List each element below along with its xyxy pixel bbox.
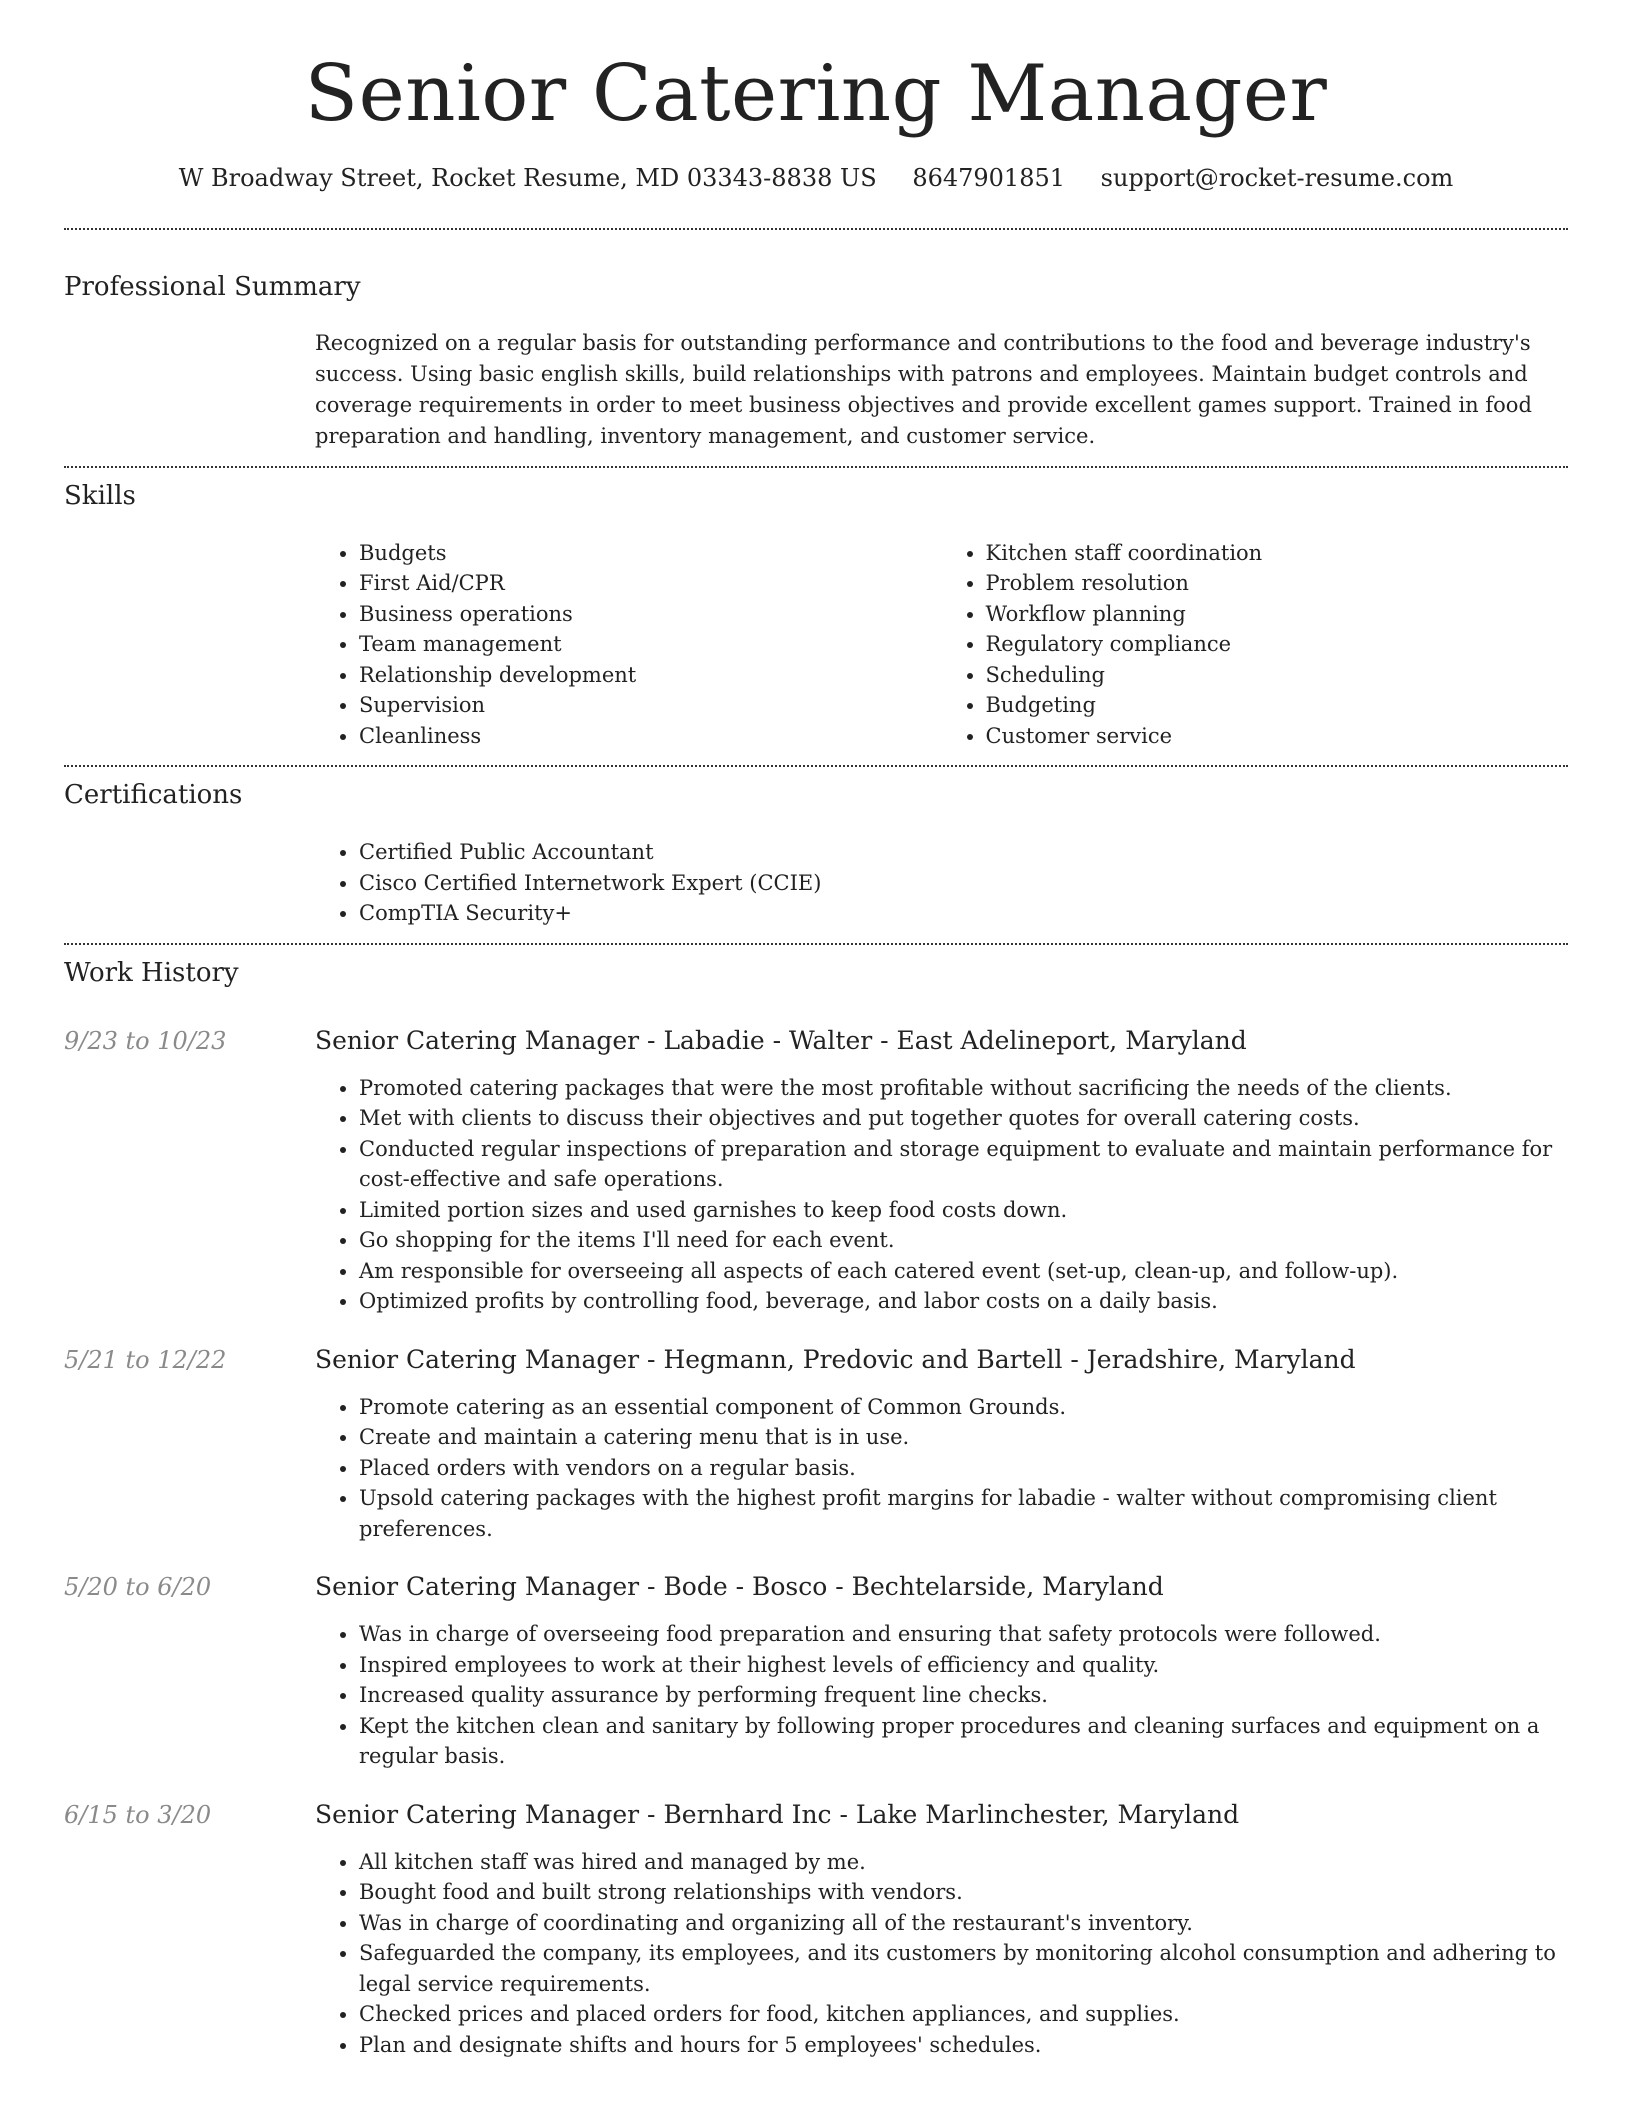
job-heading: Senior Catering Manager - Bode - Bosco - Bechtelarside, Maryland [315,1572,1164,1602]
work-history-heading: Work History [64,957,239,988]
divider [64,466,1568,468]
skill-item: • Workflow planning [986,599,1569,630]
job-dates: 9/23 to 10/23 [64,1026,227,1055]
divider [64,943,1568,945]
job-heading: Senior Catering Manager - Hegmann, Predovic and Bartell - Jeradshire, Maryland [315,1344,1356,1374]
contact-line [64,164,1568,192]
skill-item: • Budgeting [986,690,1569,721]
certifications-heading: Certifications [64,780,243,811]
skill-item: • Regulatory compliance [986,629,1569,660]
contact-phone: 8647901851 [912,163,1066,192]
skills-column-left [315,538,942,752]
job-entry [64,1572,1568,1772]
job-bullet: • Promoted catering packages that were the most profitable without sacrificing the needs of the clients. [359,1073,1568,1104]
skill-item: • Cleanliness [359,721,942,752]
job-bullet: • Create and maintain a catering menu that is in use. [359,1422,1568,1453]
summary-heading: Professional Summary [64,271,361,302]
resume-name: Senior Catering Manager [304,49,1328,139]
job-bullet: • Met with clients to discuss their objectives and put together quotes for overall catering costs. [359,1103,1568,1134]
job-bullet: • Was in charge of overseeing food preparation and ensuring that safety protocols were followed. [359,1619,1568,1650]
job-entry [64,1800,1568,2061]
job-bullet: • Safeguarded the company, its employees, and its customers by monitoring alcohol consumption and adhering to legal service requirements. [359,1938,1568,1999]
skill-item: • Scheduling [986,660,1569,691]
contact-email: support@rocket-resume.com [1100,163,1454,192]
job-dates: 5/21 to 12/22 [64,1345,227,1374]
skill-item: • Problem resolution [986,568,1569,599]
job-bullet: • Kept the kitchen clean and sanitary by following proper procedures and cleaning surfaces and equipment on a regular basis. [359,1711,1568,1772]
job-entry [64,1345,1568,1545]
certifications-list [315,837,1568,929]
job-bullets [315,1073,1568,1317]
contact-address: W Broadway Street, Rocket Resume, MD 03343-8838 US [178,163,877,192]
skill-item: • First Aid/CPR [359,568,942,599]
skill-item: • Business operations [359,599,942,630]
job-bullet: • Conducted regular inspections of preparation and storage equipment to evaluate and maintain performance for cost-effective and safe operations. [359,1134,1568,1195]
job-bullet: • Was in charge of coordinating and organizing all of the restaurant's inventory. [359,1908,1568,1939]
job-bullet: • Increased quality assurance by performing frequent line checks. [359,1680,1568,1711]
summary-text: Recognized on a regular basis for outstanding performance and contributions to the food and beverage industry's success. Using basic english skills, build relationships with patrons and employees. Maintain budget controls and coverage requirements in order to meet business objectives and provide excellent games support. Trained in food preparation and handling, inventory management, and customer service. [315,330,1532,448]
job-bullets [315,1847,1568,2061]
skill-item: • Supervision [359,690,942,721]
skills-list [315,538,1568,752]
skill-item: • Customer service [986,721,1569,752]
job-bullet: • Plan and designate shifts and hours for 5 employees' schedules. [359,2030,1568,2061]
job-bullet: • Inspired employees to work at their highest levels of efficiency and quality. [359,1650,1568,1681]
job-bullet: • Bought food and built strong relationships with vendors. [359,1877,1568,1908]
job-bullets [315,1619,1568,1772]
skill-item: • Budgets [359,538,942,569]
job-bullet: • Upsold catering packages with the highest profit margins for labadie - walter without compromising client preferences. [359,1483,1568,1544]
job-dates: 6/15 to 3/20 [64,1800,212,1829]
job-bullet: • All kitchen staff was hired and managed by me. [359,1847,1568,1878]
certification-item: • Certified Public Accountant [359,837,1568,868]
skill-item: • Relationship development [359,660,942,691]
job-bullet: • Promote catering as an essential component of Common Grounds. [359,1392,1568,1423]
job-bullet: • Placed orders with vendors on a regular basis. [359,1453,1568,1484]
job-bullet: • Checked prices and placed orders for food, kitchen appliances, and supplies. [359,1999,1568,2030]
job-bullet: • Am responsible for overseeing all aspects of each catered event (set-up, clean-up, and follow-up). [359,1256,1568,1287]
divider [64,765,1568,767]
skills-heading: Skills [64,480,136,511]
job-bullets [315,1392,1568,1545]
skill-item: • Team management [359,629,942,660]
job-bullet: • Go shopping for the items I'll need for each event. [359,1225,1568,1256]
job-bullet: • Limited portion sizes and used garnishes to keep food costs down. [359,1195,1568,1226]
certification-item: • Cisco Certified Internetwork Expert (CCIE) [359,868,1568,899]
job-heading: Senior Catering Manager - Labadie - Walter - East Adelineport, Maryland [315,1025,1247,1055]
job-dates: 5/20 to 6/20 [64,1573,212,1602]
job-heading: Senior Catering Manager - Bernhard Inc - Lake Marlinchester, Maryland [315,1799,1240,1829]
certification-item: • CompTIA Security+ [359,898,1568,929]
job-entry [64,1026,1568,1317]
skill-item: • Kitchen staff coordination [986,538,1569,569]
job-bullet: • Optimized profits by controlling food, beverage, and labor costs on a daily basis. [359,1286,1568,1317]
skills-column-right [942,538,1569,752]
divider [64,228,1568,230]
